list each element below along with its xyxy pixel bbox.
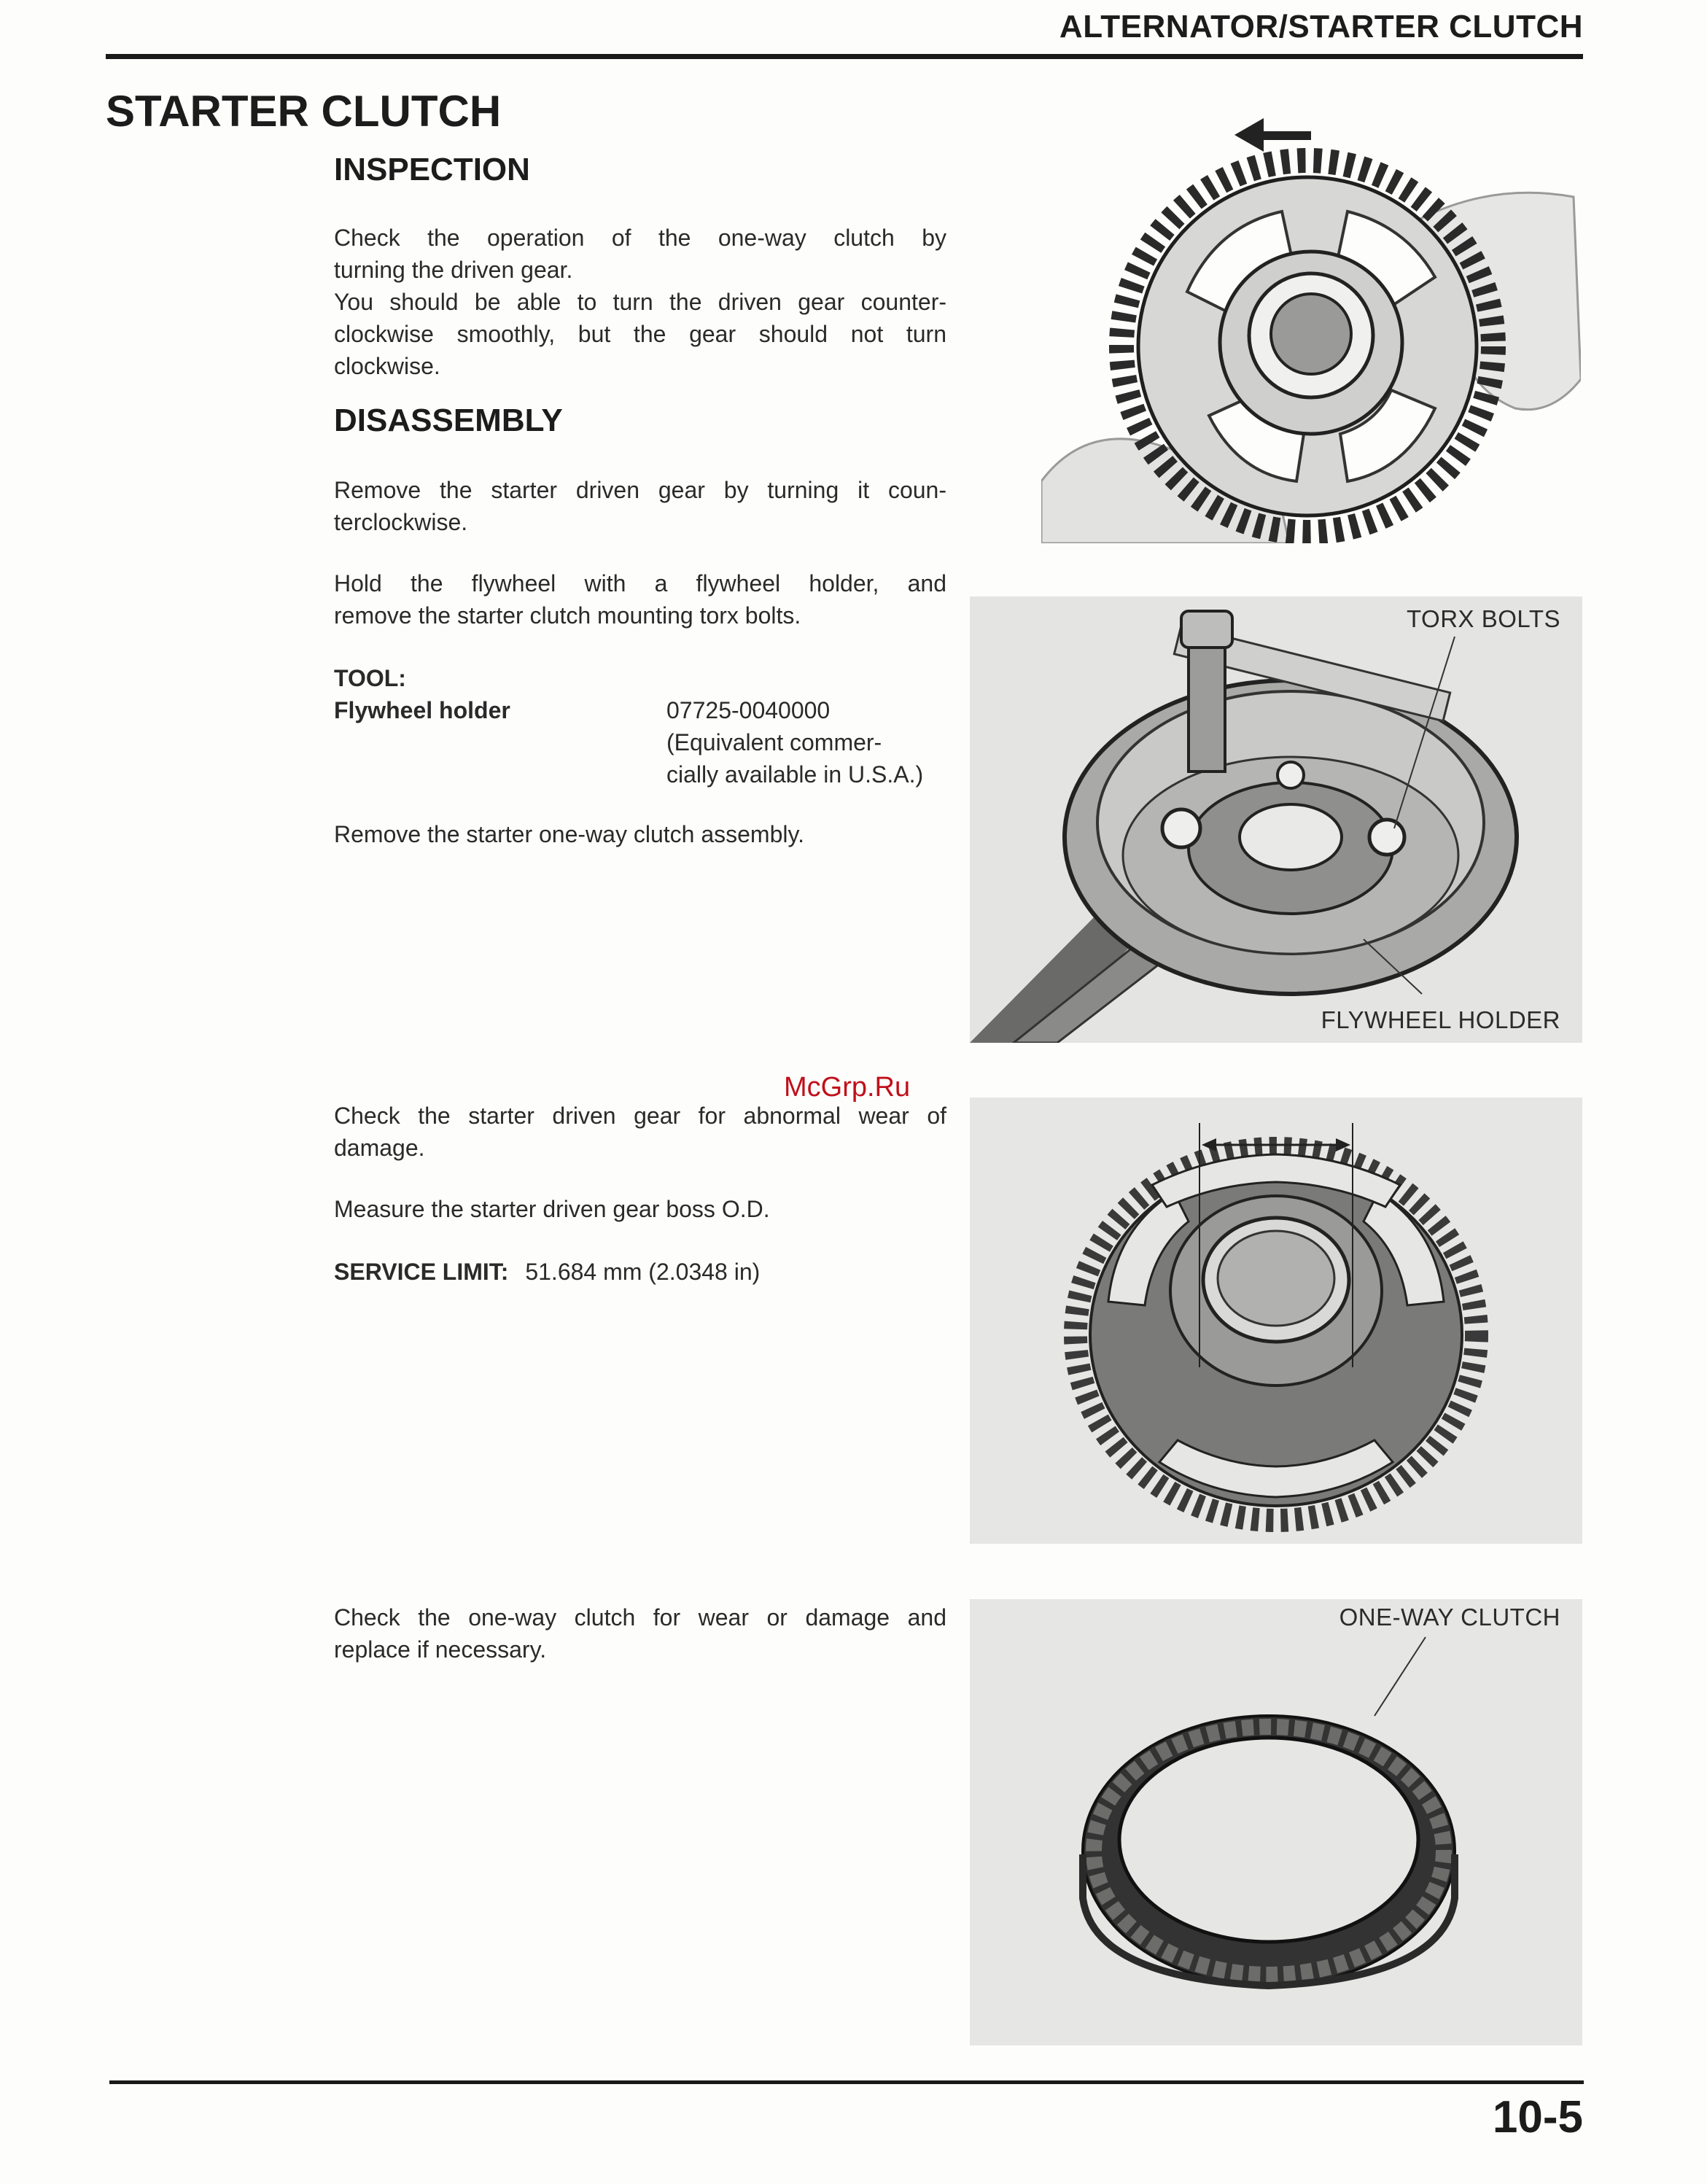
flywheel-holder-label: FLYWHEEL HOLDER xyxy=(1321,1006,1560,1033)
hold-flywheel-line: remove the starter clutch mounting torx bolts. xyxy=(334,602,801,629)
remove-gear-line: Remove the starter driven gear by turning it coun- xyxy=(334,477,946,503)
measure-text: Measure the starter driven gear boss O.D. xyxy=(334,1196,770,1222)
inspection-text xyxy=(334,222,946,382)
inspection-line: You should be able to turn the driven gear counter- xyxy=(334,289,946,315)
service-limit-label: SERVICE LIMIT: xyxy=(334,1259,509,1285)
driven-gear-check-line: damage. xyxy=(334,1135,425,1161)
one-way-check-line: replace if necessary. xyxy=(334,1636,547,1663)
page-number: 10-5 xyxy=(1492,2092,1583,2142)
tool-label: TOOL: xyxy=(334,665,406,691)
driven-gear-rotation-photo xyxy=(1041,102,1581,543)
hold-flywheel-text xyxy=(334,567,946,632)
running-header: ALTERNATOR/STARTER CLUTCH xyxy=(1059,9,1583,44)
watermark: McGrp.Ru xyxy=(784,1072,911,1103)
tool-name: Flywheel holder xyxy=(334,697,510,723)
one-way-clutch-photo xyxy=(970,1599,1582,2045)
hold-flywheel-line: Hold the flywheel with a flywheel holder, and xyxy=(334,570,946,596)
remove-gear-line: terclockwise. xyxy=(334,509,468,535)
tool-number: 07725-0040000 xyxy=(666,697,831,723)
tool-spec xyxy=(666,694,973,790)
inspection-line: clockwise smoothly, but the gear should not turn xyxy=(334,321,946,347)
tool-note-line: cially available in U.S.A.) xyxy=(666,761,924,788)
service-limit xyxy=(334,1256,760,1288)
torx-bolts-label: TORX BOLTS xyxy=(1407,605,1560,632)
flywheel-holder-photo xyxy=(970,596,1582,1043)
bottom-rule xyxy=(109,2080,1584,2084)
top-rule xyxy=(106,54,1583,59)
driven-gear-check-text xyxy=(334,1100,946,1164)
service-limit-value: 51.684 mm (2.0348 in) xyxy=(525,1259,761,1285)
one-way-clutch-label: ONE-WAY CLUTCH xyxy=(1339,1604,1560,1631)
remove-gear-text xyxy=(334,474,946,538)
inspection-line: clockwise. xyxy=(334,353,440,379)
tool-note-line: (Equivalent commer- xyxy=(666,729,882,755)
disassembly-heading: DISASSEMBLY xyxy=(334,403,563,438)
remove-clutch-text: Remove the starter one-way clutch assembly. xyxy=(334,821,804,847)
one-way-check-line: Check the one-way clutch for wear or damage and xyxy=(334,1604,946,1631)
driven-gear-boss-photo xyxy=(970,1097,1582,1544)
inspection-line: Check the operation of the one-way clutch by xyxy=(334,225,946,251)
one-way-check-text xyxy=(334,1601,946,1666)
inspection-line: turning the driven gear. xyxy=(334,257,573,283)
inspection-heading: INSPECTION xyxy=(334,152,530,187)
page-title: STARTER CLUTCH xyxy=(106,87,502,136)
driven-gear-check-line: Check the starter driven gear for abnormal wear of xyxy=(334,1103,946,1129)
